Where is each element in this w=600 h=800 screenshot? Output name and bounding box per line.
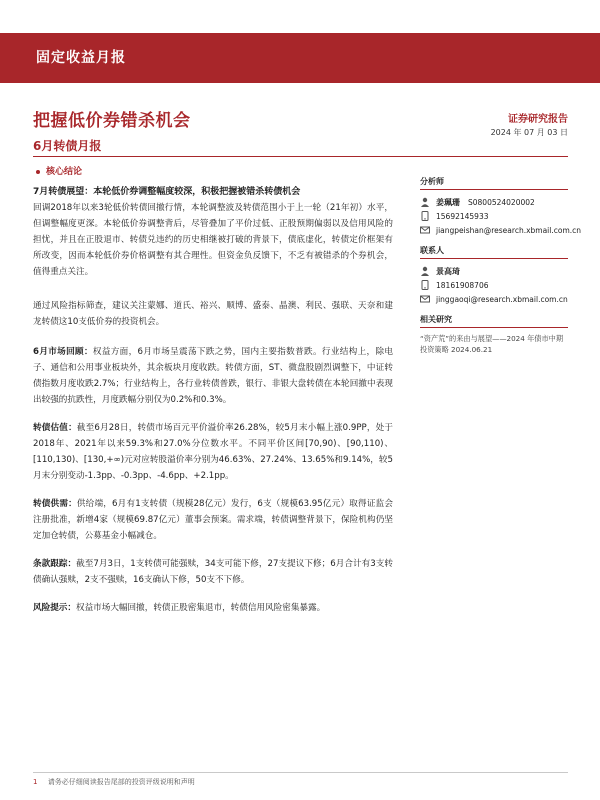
- mail-icon: [420, 225, 430, 235]
- sidebar: [420, 176, 582, 363]
- contact-phone-row: [420, 278, 568, 292]
- contact-email-row[interactable]: [420, 292, 568, 306]
- analyst-email-row[interactable]: [420, 223, 582, 237]
- footer-divider: [33, 772, 568, 773]
- main-content: [33, 184, 393, 616]
- report-type: 证券研究报告: [508, 114, 568, 125]
- paragraph-supply-demand: 转债供需：供给端，6月有1支转债（规模28亿元）发行，6支（规模63.95亿元）取得证监会注册批准，新增4家（规模69.87亿元）董事会预案。需求端，转债调整背景下，保险机构仍坚定加仓转债，公募基金小幅减仓。: [33, 499, 393, 541]
- analyst-email[interactable]: jiangpeishan@research.xbmail.com.cn: [436, 225, 582, 235]
- banner: [0, 33, 600, 83]
- report-date: 2024 年 07 月 03 日: [490, 128, 568, 137]
- outlook-headline: 7月转债展望：本轮低价券调整幅度较深，积极把握被错杀转债机会: [33, 187, 301, 197]
- paragraph-clauses: 条款跟踪：截至7月3日，1支转债可能强赎，34支可能下修，27支提议下修；6月合计有3支转债确认强赎，2支不强赎，16支确认下修，50支不下修。: [33, 559, 393, 585]
- bullet-icon: [36, 170, 40, 174]
- mail-icon: [420, 294, 430, 304]
- related-research-item[interactable]: “资产荒”的来由与展望——2024 年债市中期投资策略 2024.06.21: [420, 334, 564, 354]
- related-research-block: [420, 314, 568, 355]
- phone-icon: [420, 211, 430, 221]
- paragraph-1: 回调2018年以来3轮低价转债回撤行情，本轮调整波及转债范围小于上一轮（21年初）水平，但调整幅度更深。本轮低价券调整背后，尽管叠加了平价过低、正股预期偏弱以及信用风险的担忧，并且在正股退市、转债兑违约的历史相继被打破的背景下，债底虚化，转债定价框架有所改变，因而本轮低价券价格调整有其合理性。但资金负反馈下，不乏有被错杀的个券机会，值得重点关注。: [33, 203, 393, 277]
- person-icon: [420, 266, 430, 276]
- contact-name: 景高琦: [436, 266, 460, 276]
- page-number: 1: [33, 778, 38, 786]
- contact-phone: 18161908706: [436, 280, 489, 290]
- title-divider: [33, 156, 568, 157]
- paragraph-2: 通过风险指标筛查，建议关注蒙娜、道氏、裕兴、顺博、盛泰、晶澳、利民、强联、天奈和建龙转债这10支低价券的投资机会。: [33, 301, 393, 327]
- paragraph-risk: 风险提示：权益市场大幅回撤，转债正股密集退市，转债信用风险密集暴露。: [33, 603, 326, 613]
- analyst-block: [420, 176, 582, 237]
- phone-icon: [420, 280, 430, 290]
- analyst-cert: S0800524020002: [468, 197, 535, 207]
- banner-title: 固定收益月报: [36, 50, 126, 66]
- person-icon: [420, 197, 430, 207]
- contact-row: [420, 264, 568, 278]
- paragraph-market-review: 6月市场回顾：权益方面，6月市场呈震荡下跌之势，国内主要指数普跌。行业结构上，除电子、通信和公用事业板块外，其余板块月度收跌。转债方面，ST、微盘股剧烈调整下，中证转债指数月度收跌2.7%；行业结构上，各行业转债普跌，银行、非银大盘转债在本轮回撤中表现出较强的抗跌性，月度跌幅分别仅为0.2%和0.3%。: [33, 347, 393, 405]
- contact-label: 联系人: [420, 245, 568, 259]
- page-title: 把握低价券错杀机会: [33, 111, 191, 131]
- related-research-label: 相关研究: [420, 314, 568, 328]
- contact-email[interactable]: jinggaoqi@research.xbmail.com.cn: [436, 294, 568, 304]
- paragraph-valuation: 转债估值：截至6月28日，转债市场百元平价溢价率26.28%，较5月末小幅上涨0.9PP，处于2018年、2021年以来59.3%和27.0%分位数水平。不同平价区间[70,90)、[90,110)、[110,130)、[130,+∞)元对应转股溢价率分别为46.63%、27.24%、13.65%和9.14%，较5月末分别变动-1.3pp、-0.3pp、-4.6pp、+2.1pp。: [33, 423, 393, 481]
- contact-block: [420, 245, 568, 306]
- analyst-row: [420, 195, 568, 209]
- page-subtitle: 6月转债月报: [33, 139, 102, 153]
- analyst-name: 姜珮珊: [436, 197, 460, 207]
- analyst-label: 分析师: [420, 176, 568, 190]
- analyst-phone-row: [420, 209, 568, 223]
- footer: [33, 777, 195, 787]
- analyst-phone: 15692145933: [436, 211, 489, 221]
- core-conclusion-label: 核心结论: [36, 164, 82, 177]
- disclaimer-text: 请务必仔细阅读报告尾部的投资评级说明和声明: [47, 778, 195, 786]
